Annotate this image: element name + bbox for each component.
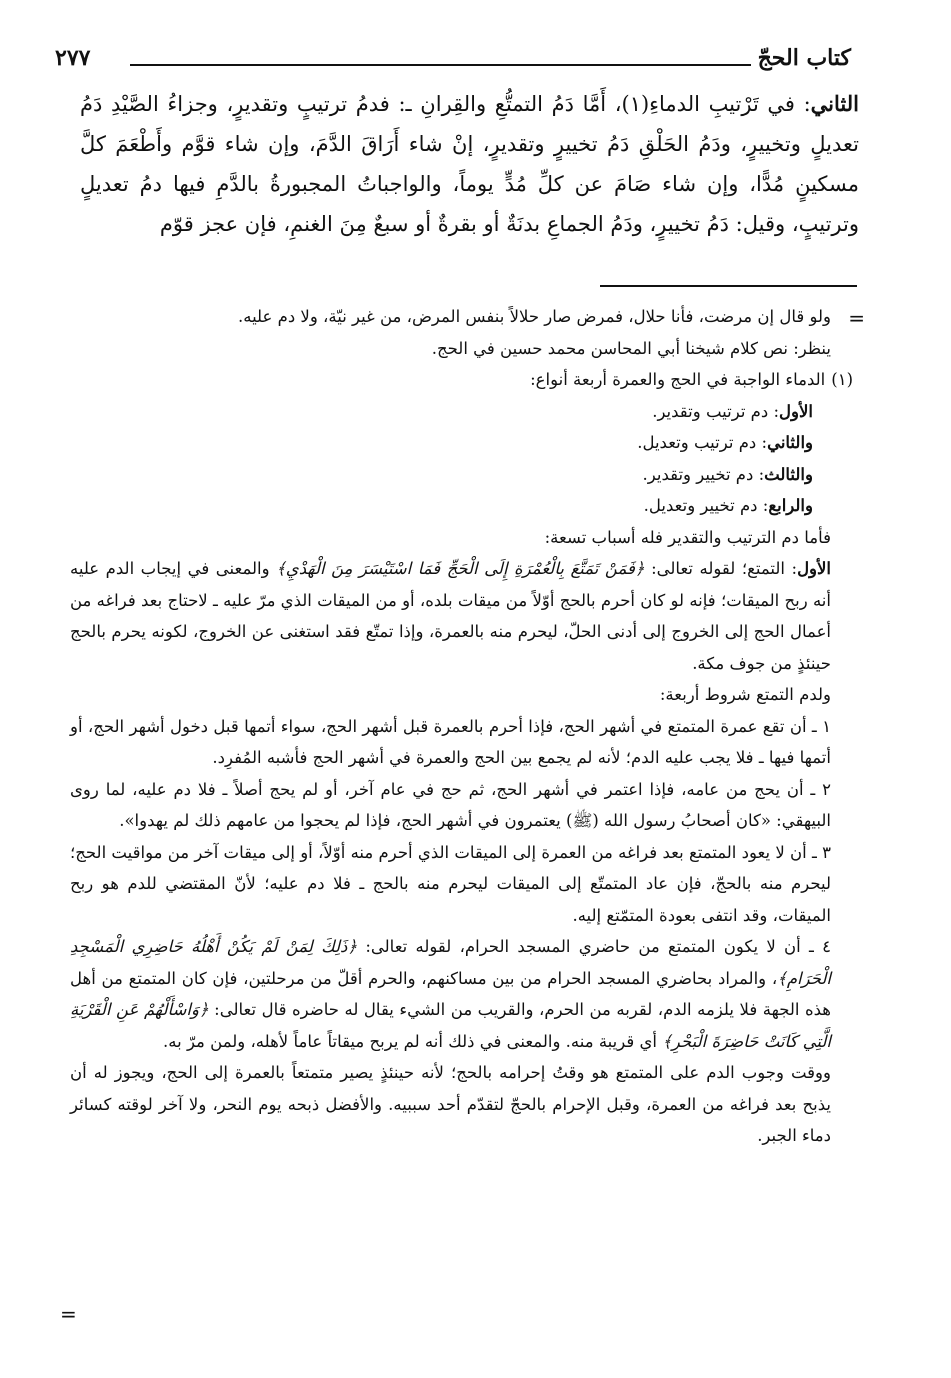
condition-4: ٤ ـ أن لا يكون المتمتع من حاضري المسجد الحرام، لقوله تعالى: ﴿ذَلِكَ لِمَنْ لَمْ يَكُنْ أَهْلُهُ حَاضِرِي الْمَسْجِدِ الْحَرَامِ﴾، والمراد بحاضري المسجد الحرام من بين مساكنهم، والحرم أقلّ من مرحلتين، فإن كان المتمتع من أهل هذه الجهة فلا يلزمه الدم، لقربه من الحرم، والقريب من الشيء يقال له حاضره قال تعالى: ﴿وَاسْأَلْهُمْ عَنِ الْقَرْيَةِ الَّتِي كَانَتْ حَاضِرَةَ الْبَحْرِ﴾ أي قريبة منه. والمعنى في ذلك أنه لم يربح ميقاتاً عاماً لأهله، ولمن مرّ به. bbox=[70, 937, 831, 1051]
causes-intro: فأما دم الترتيب والتقدير فله أسباب تسعة: bbox=[544, 527, 831, 547]
footnotes bbox=[70, 301, 853, 1152]
condition-3: ٣ ـ أن لا يعود المتمتع بعد فراغه من العمرة إلى الميقات الذي أحرم منه أوّلاً، أو إلى ميقات آخر من مواقيت الحج؛ ليحرم منه بالحجّ، فإن عاد المتمتّع إلى الميقات ليحرم منه بالحج ـ فلا دم عليه؛ لأنّ المقتضي للدم هو ربح الميقات، وقد انتفى بعودة المتمّتع إليه. bbox=[70, 842, 831, 925]
conditions-intro: ولدم التمتع شروط أربعة: bbox=[659, 685, 831, 704]
condition-1: ١ ـ أن تقع عمرة المتمتع في أشهر الحج، فإذا أحرم بالعمرة قبل أشهر الحج، سواء أتمها قبل دخول أشهر الحج، أو أتمها فيها ـ فلا يجب عليه الدم؛ لأنه لم يجمع بين الحج والعمرة في أشهر الحج فأشبه المُفرِد. bbox=[70, 716, 831, 767]
footnote-separator bbox=[600, 285, 857, 287]
timing-paragraph: ووقت وجوب الدم على المتمتع هو وقتُ إحرامه بالحج؛ لأنه حينئذٍ يصير متمتعاً بالعمرة إلى الحج، ويجوز له أن يذبح بعد فراغه من العمرة، وقبل الإحرام بالحجّ لتقدّم أحد سببيه. والأفضل ذبحه يوم النحر، ولا آخر لوقته كسائر دماء الجبر. bbox=[70, 1063, 831, 1145]
quran-quote: ﴿فَمَنْ تَمَتَّعَ بِالْعُمْرَةِ إِلَى الْحَجِّ فَمَا اسْتَيْسَرَ مِنَ الْهَدْيِ﴾ bbox=[276, 559, 645, 578]
footnote-1-number: (١) bbox=[831, 370, 853, 389]
continuation-mark-top: = bbox=[848, 306, 865, 330]
footnote-1-intro: (١)الدماء الواجبة في الحج والعمرة أربعة أنواع: bbox=[530, 370, 853, 389]
first-cause: الأول: التمتع؛ لقوله تعالى: ﴿فَمَنْ تَمَتَّعَ بِالْعُمْرَةِ إِلَى الْحَجِّ فَمَا اسْتَيْسَرَ مِنَ الْهَدْيِ﴾ والمعنى في إيجاب الدم عليه أنه ربح الميقات؛ فإنه لو كان أحرم بالحج أوّلاً من ميقات بلده، أو من الميقات الذي مرّ عليه ـ لاحتاج بعد فراغه من أعمال الحج إلى الخروج إلى أدنى الحلّ، ليحرم منه بالعمرة، وإذا تمتّع فقد استغنى عن الخروج، لكونه يحرم بالحج حينئذٍ من جوف مكة. bbox=[70, 559, 832, 673]
footnote-continued-line-1: ولو قال إن مرضت، فأنا حلال، فمرض صار حلالاً بنفس المرض، من غير نيّة، ولا دم عليه. bbox=[237, 307, 831, 326]
header-rule bbox=[130, 64, 751, 66]
quran-quote: ﴿ذَلِكَ لِمَنْ لَمْ يَكُنْ أَهْلُهُ حَاضِرِي الْمَسْجِدِ الْحَرَامِ﴾ bbox=[70, 937, 831, 988]
kind-item: والثاني: دم ترتيب وتعديل. bbox=[637, 433, 813, 452]
continuation-mark-bottom: = bbox=[60, 1302, 77, 1326]
kind-item: الأول: دم ترتيب وتقدير. bbox=[652, 401, 813, 421]
condition-2: ٢ ـ أن يحج من عامه، فإذا اعتمر في أشهر الحج، ثم حج في عام آخر، أو لم يحج أصلاً ـ فلا دم عليه، لما روى البيهقي: «كان أصحابُ رسول الله (ﷺ) يعتمرون في أشهر الحج، فإذا لم يحجوا من عامهم ذلك لم يهدوا». bbox=[70, 779, 831, 830]
kind-item: والرابع: دم تخيير وتعديل. bbox=[643, 496, 813, 515]
main-lead: الثاني bbox=[810, 91, 859, 116]
main-paragraph: : في تَرْتيبِ الدماءِ(١)، أَمَّا دَمُ التمتُّعِ والقِرانِ ـ: فدمُ ترتيبٍ وتقديرٍ، وجزاءُ الصَّيْدِ دَمُ تعديلٍ وتخييرٍ، ودَمُ الحَلْقِ دَمُ تخييرٍ وتقديرٍ، إنْ شاء أَرَاقَ الدَّمَ، وإن شاء قوَّم وأَطْعَمَ كلَّ مسكينٍ مُدًّا، وإن شاء صَامَ عن كلِّ مُدٍّ يوماً، والواجباتُ المجبورةُ بالدَّمِ فيها دمُ تعديلٍ وترتيبٍ، وقيل: دَمُ تخييرٍ، ودَمُ الجماعِ بدنَةٌ أو بقرةٌ أو سبعٌ مِنَ الغنمِ، فإن عجز قوّم bbox=[80, 92, 859, 236]
page-number: ٢٧٧ bbox=[55, 45, 91, 71]
running-header-title: كتاب الحجّ bbox=[757, 45, 851, 71]
footnote-continued-line-2: ينظر: نص كلام شيخنا أبي المحاسن محمد حسين في الحج. bbox=[431, 338, 831, 358]
main-text bbox=[80, 84, 859, 244]
quran-quote: ﴿وَاسْأَلْهُمْ عَنِ الْقَرْيَةِ الَّتِي كَانَتْ حَاضِرَةَ الْبَحْرِ﴾ bbox=[70, 1000, 831, 1051]
kind-item: والثالث: دم تخيير وتقدير. bbox=[642, 464, 813, 484]
